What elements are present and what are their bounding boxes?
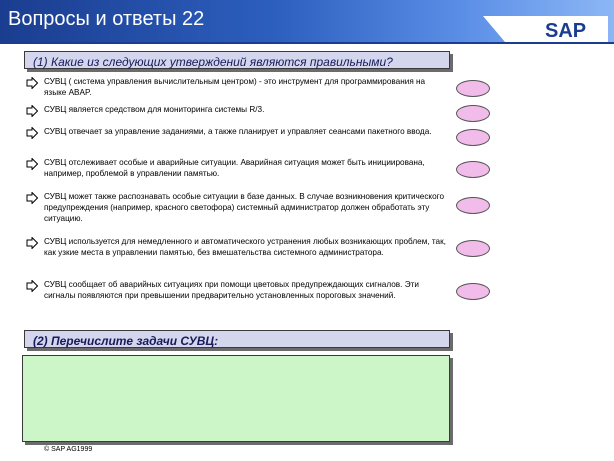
statement-item xyxy=(26,157,446,179)
answer-oval[interactable] xyxy=(456,197,490,214)
header-rule xyxy=(0,42,614,44)
statement-text: СУВЦ используется для немедленного и автоматического устранения любых возникающих проблем, так, как узкие места в управлении памятью, без вмешательства системного администратора. xyxy=(44,237,446,257)
slide-title: Вопросы и ответы 22 xyxy=(8,8,205,30)
answer-oval[interactable] xyxy=(456,240,490,257)
statement-item xyxy=(26,191,446,224)
answer-oval[interactable] xyxy=(456,129,490,146)
answer-oval[interactable] xyxy=(456,80,490,97)
answer-oval[interactable] xyxy=(456,283,490,300)
question-1-heading: (1) Какие из следующих утверждений являются правильными? xyxy=(24,51,450,69)
arrow-icon xyxy=(26,105,38,117)
statement-text: СУВЦ сообщает об аварийных ситуациях при помощи цветовых предупреждающих сигналов. Эти сигналы появляются при превышении предварительно установленных пороговых значений. xyxy=(44,280,419,300)
arrow-icon xyxy=(26,127,38,139)
question-2-heading: (2) Перечислите задачи СУВЦ: xyxy=(24,330,450,348)
statement-text: СУВЦ может также распознавать особые ситуации в базе данных. В случае возникновения критического предупреждения (например, красного светофора) системный администратор должен обработать эту ситуацию. xyxy=(44,192,445,223)
statement-item xyxy=(26,126,446,139)
statement-text: СУВЦ является средством для мониторинга системы R/3. xyxy=(44,105,265,114)
answer-oval[interactable] xyxy=(456,105,490,122)
statement-item xyxy=(26,236,446,258)
arrow-icon xyxy=(26,280,38,292)
statement-item xyxy=(26,279,446,301)
statement-text: СУВЦ отслеживает особые и аварийные ситуации. Аварийная ситуация может быть инициирована, например, проблемой в управлении памятью. xyxy=(44,158,425,178)
arrow-icon xyxy=(26,237,38,249)
statement-text: СУВЦ ( система управления вычислительным центром) - это инструмент для программирования на языке ABAP. xyxy=(44,77,426,97)
sap-logo xyxy=(483,16,608,42)
answer-area[interactable] xyxy=(22,355,450,442)
statement-item xyxy=(26,76,446,98)
arrow-icon xyxy=(26,192,38,204)
sap-logo-text: SAP xyxy=(545,20,587,42)
arrow-icon xyxy=(26,158,38,170)
statement-text: СУВЦ отвечает за управление заданиями, а также планирует и управляет сеансами пакетного ввода. xyxy=(44,127,432,136)
statement-item xyxy=(26,104,446,117)
arrow-icon xyxy=(26,77,38,89)
header-bar xyxy=(0,0,614,42)
answer-oval[interactable] xyxy=(456,161,490,178)
copyright-footer: © SAP AG1999 xyxy=(44,446,93,453)
